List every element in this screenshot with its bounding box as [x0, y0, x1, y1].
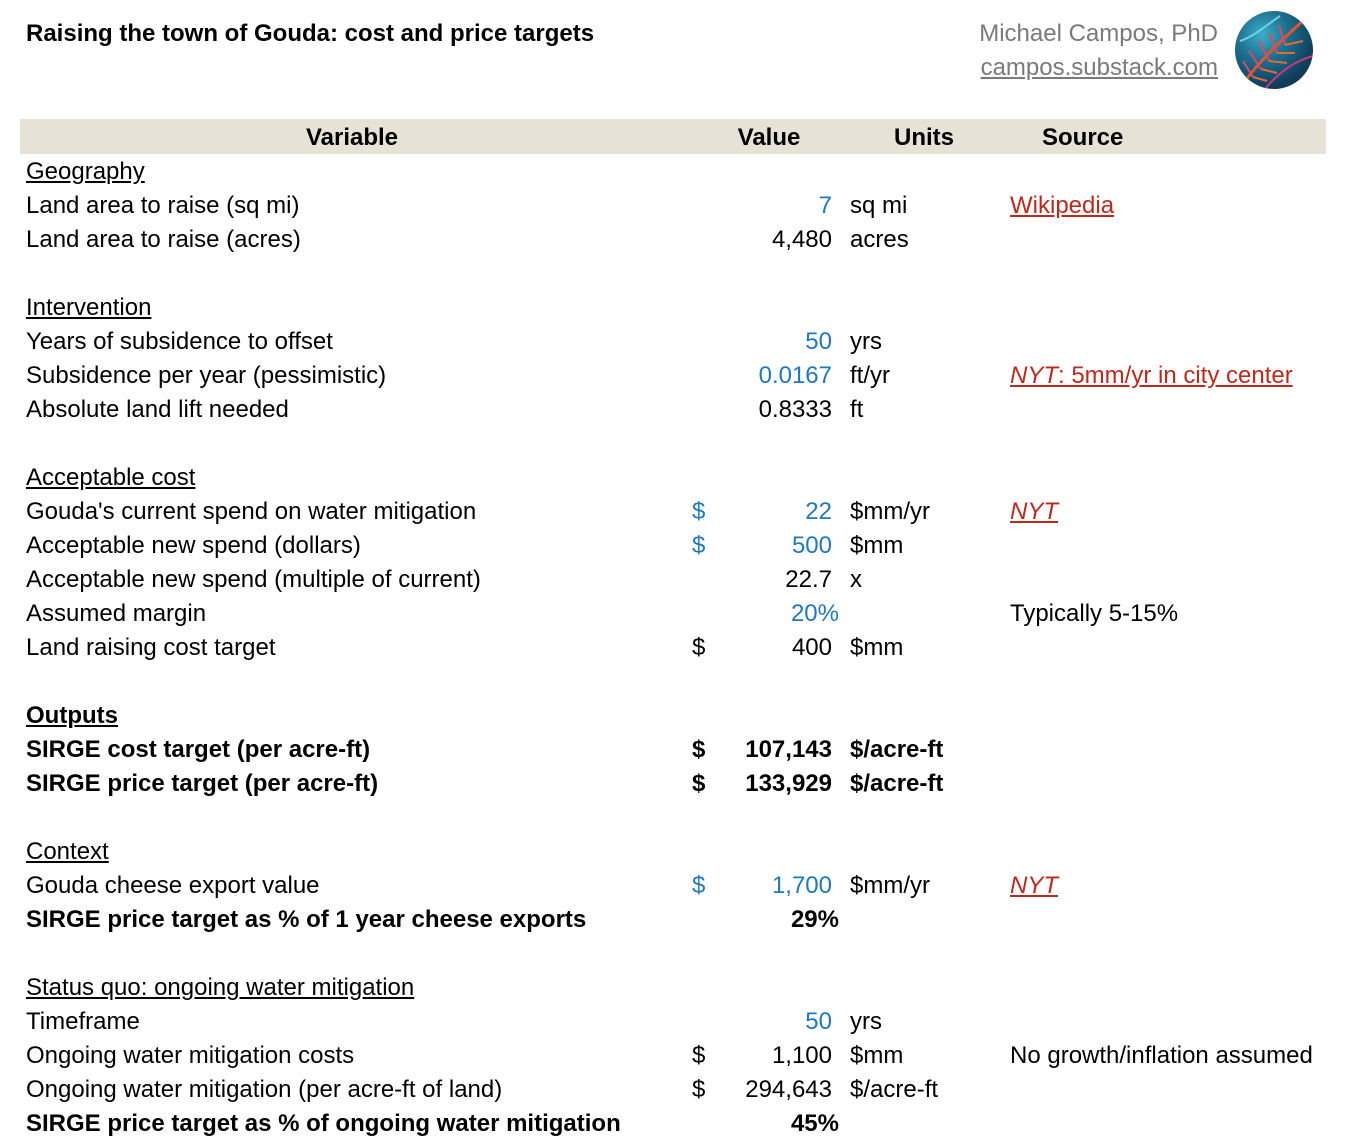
- row-unit: $mm: [850, 1042, 904, 1069]
- row-label: Ongoing water mitigation costs: [26, 1042, 355, 1069]
- row-unit: x: [850, 566, 862, 593]
- row-label: Land area to raise (sq mi): [26, 192, 300, 219]
- table-header: [20, 119, 1326, 154]
- row-label: Acceptable new spend (dollars): [26, 532, 361, 559]
- row-value: 45%: [790, 1110, 839, 1137]
- row-label: Land area to raise (acres): [26, 226, 301, 253]
- page-title: Raising the town of Gouda: cost and price targets: [26, 20, 595, 47]
- row-unit: yrs: [850, 328, 882, 355]
- section-label: Intervention: [26, 294, 152, 321]
- row-label: Gouda's current spend on water mitigation: [26, 498, 477, 525]
- table-row: [0, 392, 1352, 426]
- table-row: [0, 1106, 1352, 1140]
- row-unit: ft/yr: [850, 362, 890, 389]
- row-unit: $mm: [850, 532, 904, 559]
- row-value: 500: [791, 532, 832, 559]
- table-row: [0, 358, 1352, 392]
- section-geography: [0, 154, 1352, 188]
- row-unit: $mm/yr: [850, 872, 930, 899]
- currency-sign: $: [692, 736, 706, 763]
- row-label: Assumed margin: [26, 600, 207, 627]
- avatar: [1235, 11, 1313, 89]
- row-label: Land raising cost target: [26, 634, 276, 661]
- section-outputs: [0, 698, 1352, 732]
- row-label: Gouda cheese export value: [26, 872, 320, 899]
- row-label: Years of subsidence to offset: [26, 328, 333, 355]
- header-source: Source: [1042, 124, 1124, 151]
- section-intervention: [0, 290, 1352, 324]
- table-row: [0, 630, 1352, 664]
- row-source: Typically 5-15%: [1010, 600, 1179, 627]
- currency-sign: $: [692, 532, 706, 559]
- currency-sign: $: [692, 1076, 706, 1103]
- table-row: [0, 1004, 1352, 1038]
- currency-sign: $: [692, 770, 706, 797]
- row-unit: $/acre-ft: [850, 770, 944, 797]
- row-unit: yrs: [850, 1008, 882, 1035]
- row-label: Subsidence per year (pessimistic): [26, 362, 387, 389]
- section-label: Context: [26, 838, 109, 865]
- section-acceptable-cost: [0, 460, 1352, 494]
- row-value: 22: [805, 498, 832, 525]
- section-label: Acceptable cost: [26, 464, 196, 491]
- row-label: SIRGE cost target (per acre-ft): [26, 736, 371, 763]
- row-value: 294,643: [745, 1076, 832, 1103]
- row-value: 50: [805, 1008, 832, 1035]
- table-row: [0, 766, 1352, 800]
- table-row: [0, 528, 1352, 562]
- author-link[interactable]: campos.substack.com: [980, 54, 1218, 81]
- table-row: [0, 1038, 1352, 1072]
- row-unit: sq mi: [850, 192, 908, 219]
- table-row: [0, 732, 1352, 766]
- row-value: 7: [818, 192, 832, 219]
- row-label: SIRGE price target as % of ongoing water mitigation: [26, 1110, 621, 1137]
- row-value: 0.8333: [758, 396, 832, 423]
- source-link[interactable]: Wikipedia: [1010, 192, 1115, 219]
- source-link[interactable]: NYT: [1010, 498, 1058, 525]
- table-row: [0, 494, 1352, 528]
- table-row: [0, 222, 1352, 256]
- row-value: 4,480: [771, 226, 832, 253]
- table-row: [0, 902, 1352, 936]
- row-label: Timeframe: [26, 1008, 140, 1035]
- table-row: [0, 324, 1352, 358]
- row-unit: $/acre-ft: [850, 736, 944, 763]
- section-label: Geography: [26, 158, 145, 185]
- section-status-quo: [0, 970, 1352, 1004]
- row-label: Acceptable new spend (multiple of current): [26, 566, 481, 593]
- currency-sign: $: [692, 634, 706, 661]
- source-link[interactable]: [1010, 362, 1293, 390]
- row-value: 1,700: [771, 872, 832, 899]
- row-value: 0.0167: [758, 362, 832, 389]
- row-label: Absolute land lift needed: [26, 396, 289, 423]
- row-unit: $mm: [850, 634, 904, 661]
- table-row: [0, 188, 1352, 222]
- row-unit: $mm/yr: [850, 498, 930, 525]
- currency-sign: $: [692, 498, 706, 525]
- row-value: 29%: [790, 906, 839, 933]
- row-value: 133,929: [745, 770, 832, 797]
- row-value: 1,100: [771, 1042, 832, 1069]
- row-value: 20%: [790, 600, 839, 627]
- source-link[interactable]: NYT: [1010, 872, 1058, 899]
- table-row: [0, 596, 1352, 630]
- row-value: 22.7: [785, 566, 832, 593]
- header-variable: Variable: [305, 124, 399, 151]
- row-unit: acres: [850, 226, 909, 253]
- table-row: [0, 868, 1352, 902]
- currency-sign: $: [692, 872, 706, 899]
- row-source: No growth/inflation assumed: [1010, 1042, 1313, 1069]
- section-label: Status quo: ongoing water mitigation: [26, 974, 415, 1001]
- currency-sign: $: [692, 1042, 706, 1069]
- source-link-italic: NYT: [1010, 362, 1058, 389]
- row-label: SIRGE price target (per acre-ft): [26, 770, 379, 797]
- table-row: [0, 562, 1352, 596]
- row-label: SIRGE price target as % of 1 year cheese exports: [26, 906, 587, 933]
- header-value: Value: [737, 124, 801, 151]
- row-value: 50: [805, 328, 832, 355]
- row-unit: ft: [850, 396, 864, 423]
- row-unit: $/acre-ft: [850, 1076, 939, 1103]
- section-context: [0, 834, 1352, 868]
- row-label: Ongoing water mitigation (per acre-ft of land): [26, 1076, 503, 1103]
- source-link-rest: : 5mm/yr in city center: [1058, 362, 1293, 389]
- header-units: Units: [894, 124, 954, 151]
- table-row: [0, 1072, 1352, 1106]
- row-value: 107,143: [745, 736, 832, 763]
- row-value: 400: [791, 634, 832, 661]
- author-name: Michael Campos, PhD: [979, 20, 1218, 47]
- section-label: Outputs: [26, 702, 118, 729]
